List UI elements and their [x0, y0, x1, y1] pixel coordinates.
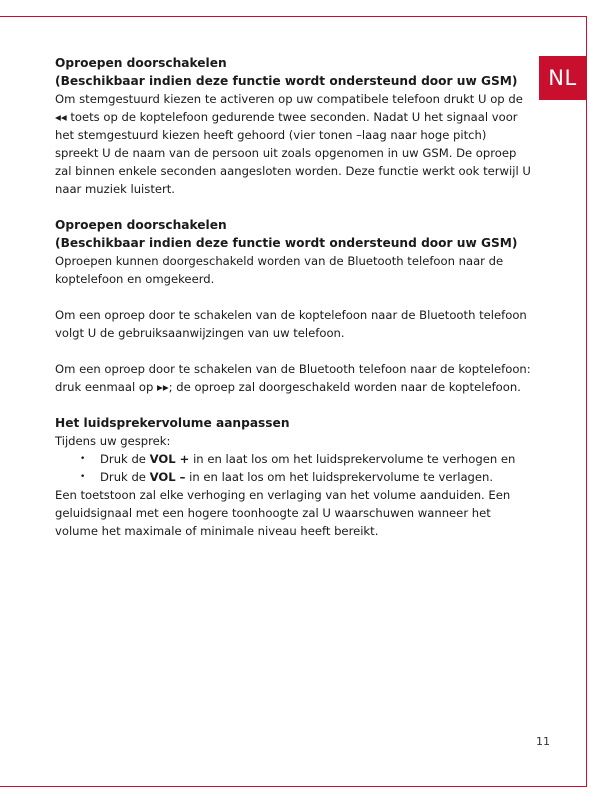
bullet-text: in en laat los om het luidsprekervolume te verlagen.	[185, 470, 494, 484]
section-paragraph: Om een oproep door te schakelen van de koptelefoon naar de Bluetooth telefoon volgt U de gebruiksaanwijzingen van uw telefoon.	[55, 308, 527, 340]
bullet-text: in en laat los om het luidsprekervolume te verhogen en	[189, 452, 516, 466]
vol-up-key-label: VOL +	[149, 452, 190, 466]
section-title: Het luidsprekervolume aanpassen	[55, 416, 290, 430]
section-paragraph: Om stemgestuurd kiezen te activeren op uw compatibele telefoon drukt U op de ◂◂ toets op de koptelefoon gedurende twee seconden. Nadat U het signaal voor het stemgestuurd kiezen heeft gehoord (vier tonen –laag naar hoge pitch) spreekt U de naam van de persoon uit zoals opgenomen in uw GSM. De oproep zal binnen enkele seconden aangesloten worden. Deze functie werkt ook terwijl U naar muziek luistert.	[55, 92, 531, 196]
section-subtitle: (Beschikbaar indien deze functie wordt ondersteund door uw GSM)	[55, 236, 518, 250]
section-paragraph: Een toetstoon zal elke verhoging en verlaging van het volume aanduiden. Een geluidsignaal met een hogere toonhoogte zal U waarschuwen wanneer het volume het maximale of minimale niveau heeft bereikt.	[55, 488, 511, 538]
bullet-text: Druk de	[100, 452, 150, 466]
section-voice-dialing	[55, 54, 533, 198]
bullet-list	[55, 450, 533, 486]
bullet-text: Druk de	[100, 470, 150, 484]
section-title: Oproepen doorschakelen	[55, 56, 227, 70]
section-intro: Tijdens uw gesprek:	[55, 434, 171, 448]
section-call-transfer	[55, 216, 533, 396]
page-number: 11	[536, 735, 550, 748]
bullet-item-volume-up	[80, 450, 533, 468]
page-frame-bottom-rule	[0, 786, 587, 787]
bullet-item-volume-down	[80, 468, 533, 486]
language-tab: NL	[539, 56, 586, 100]
section-title: Oproepen doorschakelen	[55, 218, 227, 232]
section-speaker-volume	[55, 414, 533, 540]
section-subtitle: (Beschikbaar indien deze functie wordt ondersteund door uw GSM)	[55, 74, 518, 88]
section-paragraph: Oproepen kunnen doorgeschakeld worden van de Bluetooth telefoon naar de koptelefoon en omgekeerd.	[55, 254, 504, 286]
vol-down-key-label: VOL –	[149, 470, 186, 484]
page-frame-top-rule	[0, 16, 587, 17]
section-paragraph: Om een oproep door te schakelen van de Bluetooth telefoon naar de koptelefoon: druk eenmaal op ▸▸; de oproep zal doorgeschakeld worden naar de koptelefoon.	[55, 362, 531, 394]
page-content	[55, 54, 533, 540]
page-frame-right-rule	[586, 16, 587, 786]
